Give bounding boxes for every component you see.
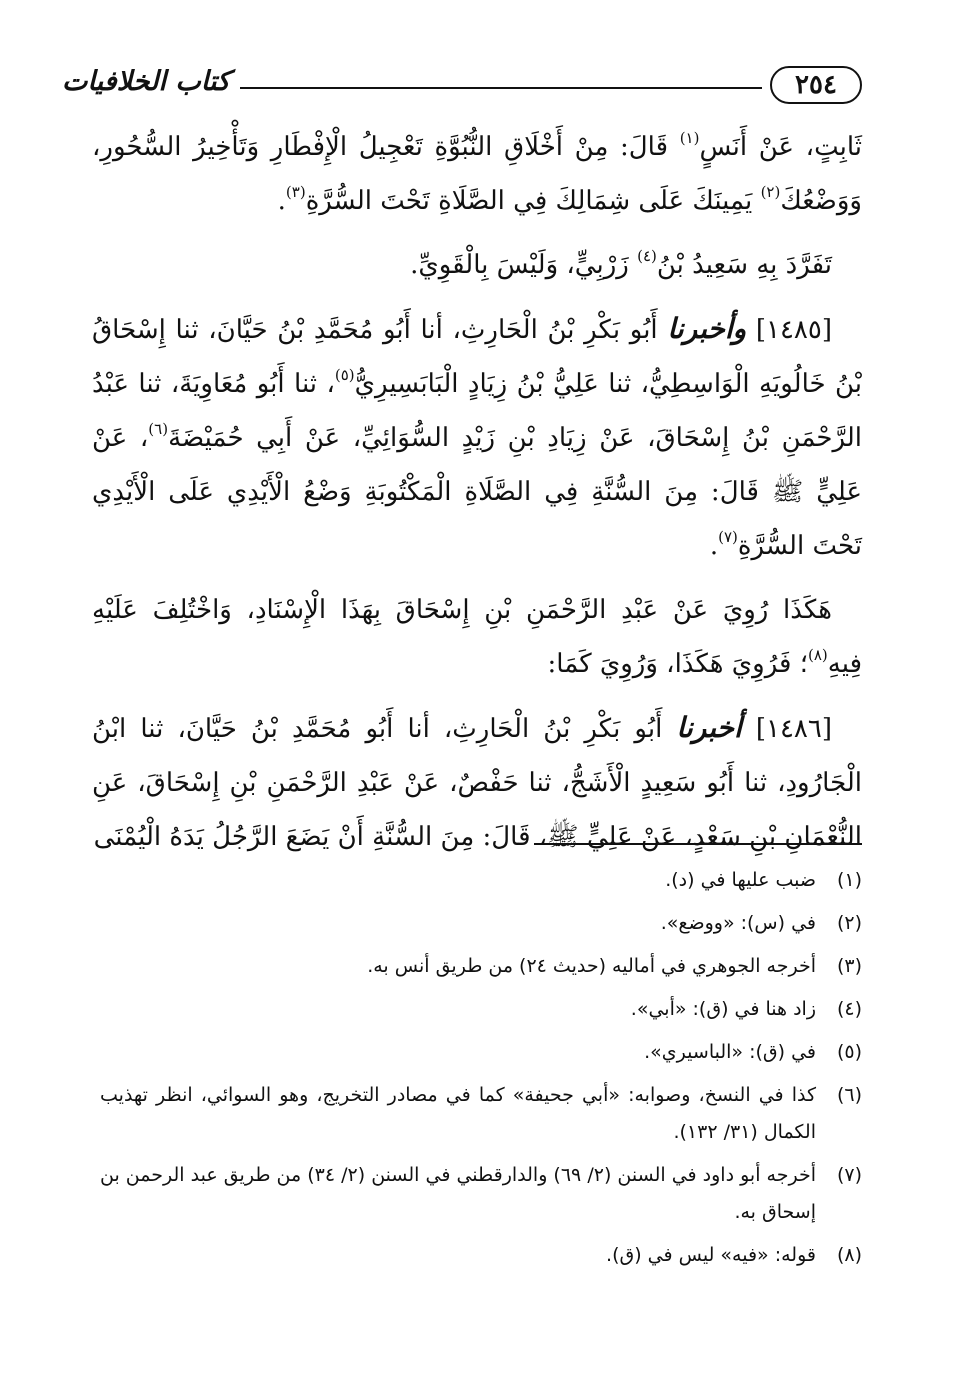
footnote-number: (١) [836,869,862,891]
footnote-item [100,1077,862,1151]
footnote-item [100,1157,862,1231]
text-run: تَفَرَّدَ بِهِ سَعِيدُ بْنُ [656,250,832,280]
footnote-text: كذا في النسخ، وصوابه: «أبي جحيفة» كما في مصادر التخريج، وهو السوائي، انظر تهذيب الكمال (٣١/ ١٣٢). [100,1084,816,1143]
footnote-separator [534,843,862,845]
hadith-1486 [92,701,862,864]
footnote-item [100,991,862,1028]
footnote-item [100,862,862,899]
footnote-text: أخرجه أبو داود في السنن (٢/ ٦٩) والدارقطني في السنن (٢/ ٣٤) من طريق عبد الرحمن بن إسحاق به. [100,1164,816,1223]
footnote-marker: (٤) [637,247,657,265]
footnote-item [100,905,862,942]
footnote-marker: (٣) [285,183,306,201]
text-run: قَالَ: مِنْ أَخْلَاقِ النُّبُوَّةِ تَعْجِيلُ الْإِفْطَارِ وَتَأْخِيرُ السُّحُورِ، وَوَضْعُكَ [92,132,862,216]
hadith-number: [١٤٨٦] [755,714,832,744]
footnote-number: (٥) [836,1041,862,1063]
hadith-keyword: وأخبرنا [667,312,747,345]
footnote-number: (٤) [836,998,862,1020]
text-run: . [277,186,286,216]
book-title: كتاب الخلافيات [61,66,230,97]
footnote-item [100,1237,862,1274]
footnote-number: (٢) [836,912,862,934]
footnote-text: في (س): «ووضع». [660,912,816,934]
footnote-text: زاد هنا في (ق): «أبي». [630,998,816,1020]
footnote-marker: (١) [679,129,700,147]
footnotes [100,862,862,1280]
footnote-text: أخرجه الجوهري في أماليه (حديث ٢٤) من طريق أنس به. [367,955,816,977]
text-run: ثَابِتٍ، عَنْ أَنَسٍ [699,132,863,162]
page-number: ٢٥٤ [770,66,862,104]
text-run: ، ثنا أَبُو مُعَاوِيَةَ، ثنا عَبْدُ الرَّحْمَنِ بْنُ إِسْحَاقَ، عَنْ زِيَادِ بْنِ زَيْدٍ السُّوَائِيِّ، عَنْ أَبِي حُمَيْضَةَ [92,369,862,453]
header-rule [240,87,762,89]
main-text [92,120,862,874]
hadith-1485 [92,302,862,573]
footnote-marker: (٥) [334,366,355,384]
text-run: . [709,531,719,561]
paragraph-4 [92,583,862,691]
footnote-number: (٣) [836,955,862,977]
text-run: زَرْبِيٍّ، وَلَيْسَ بِالْقَوِيِّ. [410,250,638,280]
footnote-number: (٨) [836,1244,862,1266]
text-run: أَبُو بَكْرِ بْنُ الْحَارِثِ، أنا أَبُو مُحَمَّدِ بْنُ حَيَّانَ، ثنا ابْنُ الْجَارُودِ، ثنا أَبُو سَعِيدٍ الْأَشَجُّ، ثنا حَفْصٌ، عَنْ عَبْدِ الرَّحْمَنِ بْنِ إِسْحَاقَ، عَنِ النُّعْمَانِ بْنِ سَعْدٍ، عَنْ عَلِيٍّ ﷺ، قَالَ: مِنَ السُّنَّةِ أَنْ يَضَعَ الرَّجُلُ يَدَهُ الْيُمْنَى [92,714,862,852]
hadith-keyword: أخبرنا [676,711,742,744]
footnote-marker: (٢) [760,183,781,201]
text-run: ؛ فَرُوِيَ هَكَذَا، وَرُوِيَ كَمَا: [547,649,808,679]
footnote-item [100,1034,862,1071]
page-header [61,60,862,112]
footnote-number: (٦) [836,1084,862,1106]
text-run: هَكَذَا رُوِيَ عَنْ عَبْدِ الرَّحْمَنِ بْنِ إِسْحَاقَ بِهَذَا الْإِسْنَادِ، وَاخْتُلِفَ عَلَيْهِ فِيهِ [92,595,862,679]
footnote-marker: (٧) [718,528,738,546]
paragraph-2 [92,238,862,292]
footnote-text: ضبب عليها في (د). [665,869,816,891]
text-run: يَمِينَكَ عَلَى شِمَالِكَ فِي الصَّلَاةِ تَحْتَ السُّرَّةِ [305,186,761,216]
footnote-item [100,948,862,985]
hadith-number: [١٤٨٥] [755,315,833,345]
footnote-number: (٧) [836,1164,862,1186]
text-run: أَبُو بَكْرِ بْنُ الْحَارِثِ، أنا أَبُو مُحَمَّدِ بْنُ حَيَّانَ، ثنا إِسْحَاقُ بْنُ خَالُويَهِ الْوَاسِطِيُّ، ثنا عَلِيُّ بْنُ زِيَادٍ الْبَابَسِيرِيُّ [92,315,862,399]
footnote-marker: (٨) [808,646,828,664]
footnote-text: قوله: «فيه» ليس في (ق). [606,1244,816,1266]
footnote-marker: (٦) [148,420,169,438]
paragraph-1 [92,120,862,228]
text-run: ، عَنْ عَلِيٍّ ﷺ قَالَ: مِنَ السُّنَّةِ فِي الصَّلَاةِ الْمَكْتُوبَةِ وَضْعُ الْأَيْدِي عَلَى الْأَيْدِي تَحْتَ السُّرَّةِ [92,423,862,561]
footnote-text: في (ق): «الباسيري». [644,1041,816,1063]
